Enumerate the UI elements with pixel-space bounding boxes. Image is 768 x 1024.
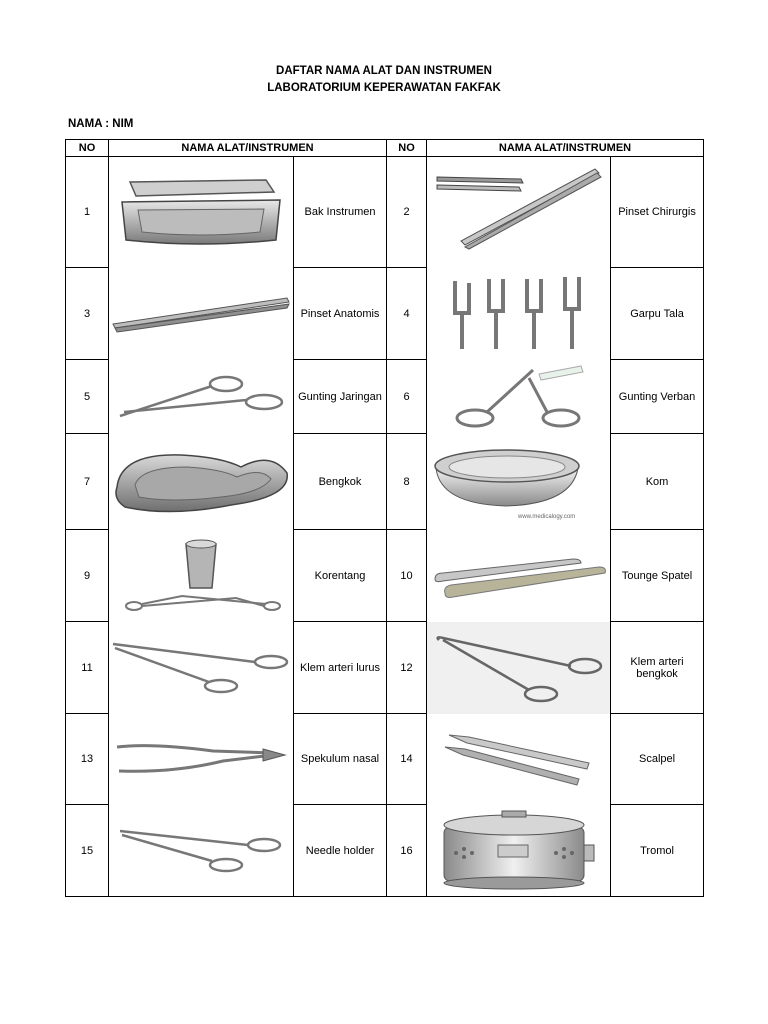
instrument-image — [109, 434, 294, 530]
table-row — [66, 157, 704, 268]
item-number: 9 — [66, 530, 109, 622]
item-number: 3 — [66, 268, 109, 360]
instrument-name: Klem arteri lurus — [294, 622, 387, 714]
instrument-tray-icon — [116, 172, 286, 252]
scalpel-icon — [439, 729, 599, 789]
instrument-image — [109, 157, 294, 268]
instrument-name: Klem arteri bengkok — [611, 622, 704, 714]
instrument-name: Gunting Verban — [611, 360, 704, 434]
needle-holder-icon — [116, 825, 286, 875]
tongue-depressor-icon — [431, 551, 607, 601]
document-subtitle: LABORATORIUM KEPERAWATAN FAKFAK — [267, 82, 501, 94]
curved-clamp-icon — [429, 628, 609, 708]
table-header-row — [66, 140, 704, 157]
header-name-left: NAMA ALAT/INSTRUMEN — [109, 140, 387, 157]
instrument-image — [109, 268, 294, 360]
header-no-left: NO — [66, 140, 109, 157]
instrument-image — [427, 157, 611, 268]
forceps-jar-icon — [116, 534, 286, 618]
item-number: 11 — [66, 622, 109, 714]
instrument-name: Pinset Chirurgis — [611, 157, 704, 268]
item-number: 2 — [387, 157, 427, 268]
item-number: 1 — [66, 157, 109, 268]
instrument-image — [427, 714, 611, 805]
instrument-name: Korentang — [294, 530, 387, 622]
item-number: 15 — [66, 805, 109, 897]
item-number: 5 — [66, 360, 109, 434]
item-number: 4 — [387, 268, 427, 360]
instrument-name: Needle holder — [294, 805, 387, 897]
tuning-fork-icon — [449, 275, 589, 353]
student-label: NAMA : NIM — [68, 118, 134, 130]
table-row — [66, 805, 704, 897]
item-number: 8 — [387, 434, 427, 530]
instrument-image — [427, 434, 611, 530]
instrument-name: Tromol — [611, 805, 704, 897]
watermark-text: www.medicalogy.com — [517, 513, 575, 520]
instrument-image — [427, 530, 611, 622]
instrument-image — [109, 714, 294, 805]
header-name-right: NAMA ALAT/INSTRUMEN — [427, 140, 704, 157]
table-row — [66, 360, 704, 434]
item-number: 10 — [387, 530, 427, 622]
instrument-name: Kom — [611, 434, 704, 530]
item-number: 12 — [387, 622, 427, 714]
instrument-name: Pinset Anatomis — [294, 268, 387, 360]
instrument-image — [109, 622, 294, 714]
item-number: 6 — [387, 360, 427, 434]
document-title: DAFTAR NAMA ALAT DAN INSTRUMEN — [276, 65, 492, 77]
instrument-name: Bak Instrumen — [294, 157, 387, 268]
instrument-image — [427, 622, 611, 714]
table-row — [66, 434, 704, 530]
surgical-tweezers-icon — [431, 167, 606, 257]
kidney-dish-icon — [111, 447, 291, 517]
instrument-image — [109, 530, 294, 622]
instrument-image — [109, 360, 294, 434]
item-number: 13 — [66, 714, 109, 805]
instrument-name: Bengkok — [294, 434, 387, 530]
sterilization-drum-icon — [434, 809, 604, 891]
header-no-right: NO — [387, 140, 427, 157]
instrument-table — [65, 139, 704, 897]
instrument-name: Garpu Tala — [611, 268, 704, 360]
instrument-name: Scalpel — [611, 714, 704, 805]
item-number: 7 — [66, 434, 109, 530]
item-number: 14 — [387, 714, 427, 805]
bandage-scissors-icon — [449, 364, 589, 430]
instrument-image — [427, 360, 611, 434]
bowl-icon — [430, 442, 608, 522]
instrument-name: Gunting Jaringan — [294, 360, 387, 434]
anatomical-tweezers-icon — [111, 294, 291, 334]
instrument-image — [109, 805, 294, 897]
instrument-name: Spekulum nasal — [294, 714, 387, 805]
nasal-speculum-icon — [113, 739, 289, 779]
item-number: 16 — [387, 805, 427, 897]
instrument-image — [427, 805, 611, 897]
instrument-name: Tounge Spatel — [611, 530, 704, 622]
tissue-scissors-icon — [116, 372, 286, 422]
table-row — [66, 622, 704, 714]
straight-clamp-icon — [111, 638, 291, 698]
table-row — [66, 530, 704, 622]
instrument-image — [427, 268, 611, 360]
table-row — [66, 714, 704, 805]
table-row — [66, 268, 704, 360]
